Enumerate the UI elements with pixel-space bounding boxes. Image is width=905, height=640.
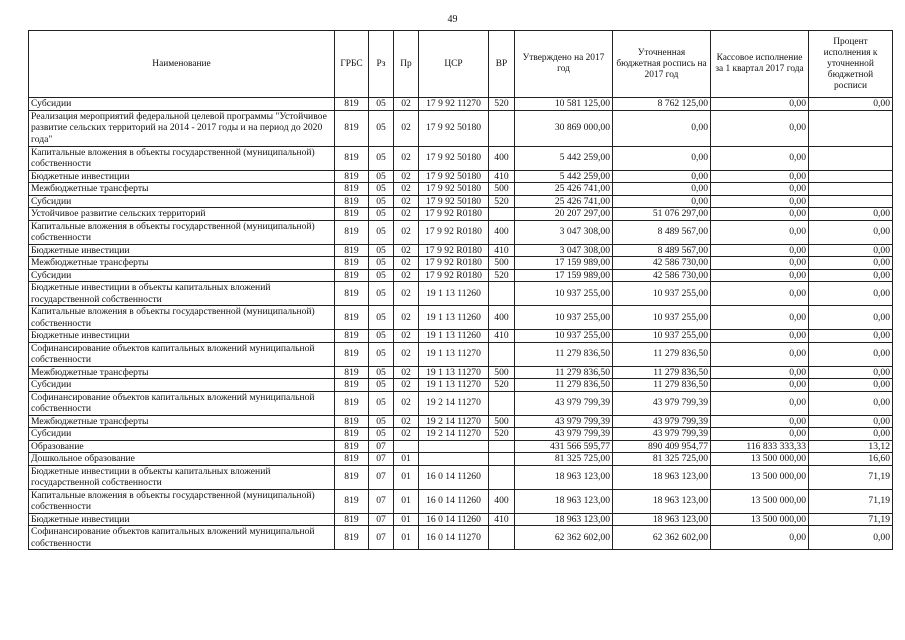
- row-csr: 17 9 92 R0180: [419, 244, 489, 257]
- row-grbs: 819: [335, 453, 369, 466]
- row-grbs: 819: [335, 282, 369, 306]
- row-rz: 07: [369, 440, 394, 453]
- row-refined: 42 586 730,00: [613, 269, 711, 282]
- row-vr: [489, 526, 515, 550]
- row-csr: 17 9 92 R0180: [419, 220, 489, 244]
- row-approved: 10 937 255,00: [515, 282, 613, 306]
- row-approved: 17 159 989,00: [515, 269, 613, 282]
- row-grbs: 819: [335, 342, 369, 366]
- header-grbs: ГРБС: [335, 31, 369, 98]
- row-cash: 0,00: [711, 342, 809, 366]
- row-percent: 0,00: [809, 415, 893, 428]
- header-rz: Рз: [369, 31, 394, 98]
- row-csr: 17 9 92 50180: [419, 146, 489, 170]
- row-pr: 02: [394, 306, 419, 330]
- row-percent: 0,00: [809, 208, 893, 221]
- row-csr: 19 1 13 11260: [419, 306, 489, 330]
- row-approved: 5 442 259,00: [515, 170, 613, 183]
- row-cash: 0,00: [711, 269, 809, 282]
- row-cash: 0,00: [711, 282, 809, 306]
- table-row: [29, 391, 893, 415]
- row-grbs: 819: [335, 208, 369, 221]
- table-row: [29, 244, 893, 257]
- row-percent: 13,12: [809, 440, 893, 453]
- row-grbs: 819: [335, 110, 369, 146]
- row-csr: 17 9 92 50180: [419, 170, 489, 183]
- row-name: Межбюджетные трансферты: [29, 257, 335, 270]
- row-pr: 02: [394, 220, 419, 244]
- row-rz: 05: [369, 391, 394, 415]
- row-grbs: 819: [335, 330, 369, 343]
- table-row: [29, 526, 893, 550]
- row-grbs: 819: [335, 489, 369, 513]
- row-approved: 3 047 308,00: [515, 244, 613, 257]
- row-approved: 62 362 602,00: [515, 526, 613, 550]
- row-rz: 05: [369, 306, 394, 330]
- row-vr: 410: [489, 170, 515, 183]
- row-refined: 18 963 123,00: [613, 465, 711, 489]
- row-approved: 431 566 595,77: [515, 440, 613, 453]
- row-pr: 02: [394, 282, 419, 306]
- row-name: Субсидии: [29, 269, 335, 282]
- table-header-row: [29, 31, 893, 98]
- table-row: [29, 306, 893, 330]
- row-cash: 0,00: [711, 306, 809, 330]
- row-name: Бюджетные инвестиции в объекты капитальных вложений государственной собственности: [29, 465, 335, 489]
- row-grbs: 819: [335, 146, 369, 170]
- row-cash: 0,00: [711, 183, 809, 196]
- row-grbs: 819: [335, 257, 369, 270]
- row-csr: 19 1 13 11270: [419, 342, 489, 366]
- row-grbs: 819: [335, 195, 369, 208]
- row-name: Бюджетные инвестиции: [29, 513, 335, 526]
- row-rz: 05: [369, 208, 394, 221]
- row-pr: 02: [394, 257, 419, 270]
- row-rz: 05: [369, 195, 394, 208]
- row-csr: [419, 453, 489, 466]
- row-rz: 05: [369, 257, 394, 270]
- row-approved: 10 581 125,00: [515, 98, 613, 111]
- row-rz: 05: [369, 170, 394, 183]
- row-grbs: 819: [335, 269, 369, 282]
- row-csr: 17 9 92 R0180: [419, 269, 489, 282]
- header-pr: Пр: [394, 31, 419, 98]
- row-vr: [489, 342, 515, 366]
- row-pr: 02: [394, 428, 419, 441]
- row-rz: 05: [369, 110, 394, 146]
- row-refined: 51 076 297,00: [613, 208, 711, 221]
- row-csr: 16 0 14 11260: [419, 513, 489, 526]
- row-approved: 43 979 799,39: [515, 415, 613, 428]
- table-row: [29, 208, 893, 221]
- table-row: [29, 366, 893, 379]
- row-vr: [489, 465, 515, 489]
- table-row: [29, 98, 893, 111]
- row-pr: 02: [394, 170, 419, 183]
- row-pr: 02: [394, 208, 419, 221]
- row-approved: 10 937 255,00: [515, 330, 613, 343]
- row-cash: 0,00: [711, 379, 809, 392]
- row-pr: 02: [394, 330, 419, 343]
- row-name: Реализация мероприятий федеральной целевой программы "Устойчивое развитие сельских территорий на 2014 - 2017 годы и на период до 2020 года": [29, 110, 335, 146]
- row-csr: 16 0 14 11270: [419, 526, 489, 550]
- row-pr: 02: [394, 415, 419, 428]
- row-percent: [809, 170, 893, 183]
- row-name: Софинансирование объектов капитальных вложений муниципальной собственности: [29, 391, 335, 415]
- row-cash: 0,00: [711, 208, 809, 221]
- row-cash: 0,00: [711, 110, 809, 146]
- row-vr: 400: [489, 146, 515, 170]
- row-name: Бюджетные инвестиции: [29, 170, 335, 183]
- header-approved: Утверждено на 2017 год: [515, 31, 613, 98]
- row-refined: 0,00: [613, 170, 711, 183]
- row-name: Бюджетные инвестиции: [29, 244, 335, 257]
- row-rz: 05: [369, 379, 394, 392]
- row-cash: 0,00: [711, 366, 809, 379]
- row-approved: 43 979 799,39: [515, 428, 613, 441]
- row-pr: [394, 440, 419, 453]
- row-vr: [489, 208, 515, 221]
- row-grbs: 819: [335, 379, 369, 392]
- row-percent: [809, 110, 893, 146]
- row-csr: 17 9 92 11270: [419, 98, 489, 111]
- row-rz: 05: [369, 183, 394, 196]
- row-percent: 71,19: [809, 489, 893, 513]
- row-pr: 02: [394, 146, 419, 170]
- row-vr: 520: [489, 379, 515, 392]
- row-approved: 18 963 123,00: [515, 513, 613, 526]
- row-vr: 500: [489, 366, 515, 379]
- row-cash: 0,00: [711, 170, 809, 183]
- row-name: Дошкольное образование: [29, 453, 335, 466]
- row-cash: 0,00: [711, 244, 809, 257]
- table-row: [29, 465, 893, 489]
- row-approved: 20 207 297,00: [515, 208, 613, 221]
- row-percent: 16,60: [809, 453, 893, 466]
- row-approved: 25 426 741,00: [515, 183, 613, 196]
- row-percent: 0,00: [809, 379, 893, 392]
- row-grbs: 819: [335, 415, 369, 428]
- row-refined: 0,00: [613, 146, 711, 170]
- row-approved: 11 279 836,50: [515, 342, 613, 366]
- row-approved: 11 279 836,50: [515, 366, 613, 379]
- row-name: Межбюджетные трансферты: [29, 366, 335, 379]
- row-pr: 01: [394, 453, 419, 466]
- row-refined: 8 489 567,00: [613, 220, 711, 244]
- row-rz: 07: [369, 453, 394, 466]
- row-name: Капитальные вложения в объекты государственной (муниципальной) собственности: [29, 489, 335, 513]
- row-pr: 02: [394, 195, 419, 208]
- row-rz: 05: [369, 269, 394, 282]
- row-refined: 0,00: [613, 110, 711, 146]
- table-row: [29, 146, 893, 170]
- row-percent: 71,19: [809, 465, 893, 489]
- row-rz: 05: [369, 342, 394, 366]
- table-row: [29, 170, 893, 183]
- row-csr: 19 1 13 11260: [419, 282, 489, 306]
- row-name: Субсидии: [29, 98, 335, 111]
- table-row: [29, 513, 893, 526]
- row-approved: 18 963 123,00: [515, 465, 613, 489]
- row-csr: 19 1 13 11270: [419, 379, 489, 392]
- row-refined: 18 963 123,00: [613, 513, 711, 526]
- row-percent: [809, 146, 893, 170]
- row-pr: 01: [394, 465, 419, 489]
- table-row: [29, 415, 893, 428]
- row-approved: 81 325 725,00: [515, 453, 613, 466]
- row-cash: 13 500 000,00: [711, 453, 809, 466]
- row-refined: 43 979 799,39: [613, 415, 711, 428]
- header-percent: Процент исполнения к уточненной бюджетной росписи: [809, 31, 893, 98]
- row-csr: 17 9 92 R0180: [419, 208, 489, 221]
- row-name: Софинансирование объектов капитальных вложений муниципальной собственности: [29, 526, 335, 550]
- row-rz: 05: [369, 282, 394, 306]
- row-refined: 11 279 836,50: [613, 342, 711, 366]
- row-name: Субсидии: [29, 428, 335, 441]
- row-rz: 05: [369, 98, 394, 111]
- row-vr: 520: [489, 269, 515, 282]
- row-rz: 05: [369, 146, 394, 170]
- row-approved: 43 979 799,39: [515, 391, 613, 415]
- table-row: [29, 220, 893, 244]
- row-grbs: 819: [335, 465, 369, 489]
- row-percent: 0,00: [809, 391, 893, 415]
- row-name: Капитальные вложения в объекты государственной (муниципальной) собственности: [29, 146, 335, 170]
- row-refined: 890 409 954,77: [613, 440, 711, 453]
- table-row: [29, 195, 893, 208]
- row-rz: 05: [369, 366, 394, 379]
- row-pr: 01: [394, 489, 419, 513]
- row-grbs: 819: [335, 183, 369, 196]
- row-cash: 13 500 000,00: [711, 489, 809, 513]
- row-csr: 17 9 92 50180: [419, 110, 489, 146]
- row-cash: 0,00: [711, 526, 809, 550]
- row-vr: [489, 440, 515, 453]
- row-refined: 0,00: [613, 183, 711, 196]
- row-pr: 02: [394, 391, 419, 415]
- row-name: Бюджетные инвестиции: [29, 330, 335, 343]
- row-approved: 30 869 000,00: [515, 110, 613, 146]
- row-percent: 0,00: [809, 282, 893, 306]
- row-approved: 17 159 989,00: [515, 257, 613, 270]
- row-name: Капитальные вложения в объекты государственной (муниципальной) собственности: [29, 220, 335, 244]
- row-csr: 17 9 92 50180: [419, 195, 489, 208]
- row-refined: 18 963 123,00: [613, 489, 711, 513]
- table-row: [29, 453, 893, 466]
- row-csr: 19 1 13 11270: [419, 366, 489, 379]
- table-row: [29, 379, 893, 392]
- header-csr: ЦСР: [419, 31, 489, 98]
- table-row: [29, 489, 893, 513]
- row-rz: 05: [369, 415, 394, 428]
- row-csr: 16 0 14 11260: [419, 465, 489, 489]
- row-rz: 07: [369, 513, 394, 526]
- row-csr: 19 1 13 11260: [419, 330, 489, 343]
- row-pr: 02: [394, 269, 419, 282]
- table-row: [29, 282, 893, 306]
- row-name: Софинансирование объектов капитальных вложений муниципальной собственности: [29, 342, 335, 366]
- row-vr: 410: [489, 244, 515, 257]
- row-name: Субсидии: [29, 379, 335, 392]
- row-pr: 02: [394, 98, 419, 111]
- row-cash: 0,00: [711, 428, 809, 441]
- table-row: [29, 183, 893, 196]
- row-vr: 410: [489, 513, 515, 526]
- row-grbs: 819: [335, 244, 369, 257]
- row-vr: 500: [489, 415, 515, 428]
- row-grbs: 819: [335, 366, 369, 379]
- row-pr: 01: [394, 513, 419, 526]
- row-rz: 05: [369, 330, 394, 343]
- row-vr: [489, 110, 515, 146]
- row-pr: 02: [394, 379, 419, 392]
- row-name: Образование: [29, 440, 335, 453]
- row-vr: 520: [489, 428, 515, 441]
- row-pr: 02: [394, 110, 419, 146]
- row-csr: 16 0 14 11260: [419, 489, 489, 513]
- row-vr: 520: [489, 98, 515, 111]
- row-grbs: 819: [335, 526, 369, 550]
- row-refined: 0,00: [613, 195, 711, 208]
- row-approved: 11 279 836,50: [515, 379, 613, 392]
- row-cash: 0,00: [711, 195, 809, 208]
- table-row: [29, 440, 893, 453]
- row-grbs: 819: [335, 170, 369, 183]
- row-refined: 43 979 799,39: [613, 428, 711, 441]
- row-rz: 07: [369, 526, 394, 550]
- row-percent: 71,19: [809, 513, 893, 526]
- row-vr: 520: [489, 195, 515, 208]
- row-vr: 500: [489, 257, 515, 270]
- row-percent: 0,00: [809, 269, 893, 282]
- table-row: [29, 428, 893, 441]
- row-csr: 19 2 14 11270: [419, 428, 489, 441]
- row-csr: [419, 440, 489, 453]
- row-name: Субсидии: [29, 195, 335, 208]
- header-refined: Уточненная бюджетная роспись на 2017 год: [613, 31, 711, 98]
- row-refined: 10 937 255,00: [613, 330, 711, 343]
- header-cash: Кассовое исполнение за 1 квартал 2017 года: [711, 31, 809, 98]
- row-pr: 02: [394, 366, 419, 379]
- row-cash: 0,00: [711, 415, 809, 428]
- row-pr: 01: [394, 526, 419, 550]
- row-grbs: 819: [335, 391, 369, 415]
- table-row: [29, 269, 893, 282]
- row-grbs: 819: [335, 513, 369, 526]
- row-csr: 19 2 14 11270: [419, 391, 489, 415]
- budget-table: [28, 30, 893, 550]
- row-vr: [489, 453, 515, 466]
- row-pr: 02: [394, 183, 419, 196]
- row-cash: 13 500 000,00: [711, 465, 809, 489]
- row-csr: 17 9 92 R0180: [419, 257, 489, 270]
- row-pr: 02: [394, 244, 419, 257]
- header-vr: ВР: [489, 31, 515, 98]
- row-cash: 0,00: [711, 330, 809, 343]
- row-percent: 0,00: [809, 366, 893, 379]
- row-vr: 400: [489, 220, 515, 244]
- row-refined: 11 279 836,50: [613, 379, 711, 392]
- row-refined: 10 937 255,00: [613, 282, 711, 306]
- row-grbs: 819: [335, 306, 369, 330]
- row-cash: 0,00: [711, 257, 809, 270]
- row-vr: 500: [489, 183, 515, 196]
- row-vr: [489, 391, 515, 415]
- row-percent: 0,00: [809, 244, 893, 257]
- row-name: Бюджетные инвестиции в объекты капитальных вложений государственной собственности: [29, 282, 335, 306]
- row-percent: 0,00: [809, 98, 893, 111]
- row-cash: 0,00: [711, 391, 809, 415]
- table-row: [29, 257, 893, 270]
- row-refined: 81 325 725,00: [613, 453, 711, 466]
- row-grbs: 819: [335, 98, 369, 111]
- row-percent: 0,00: [809, 526, 893, 550]
- row-vr: 400: [489, 306, 515, 330]
- row-vr: 400: [489, 489, 515, 513]
- row-percent: [809, 195, 893, 208]
- row-pr: 02: [394, 342, 419, 366]
- row-rz: 07: [369, 489, 394, 513]
- table-row: [29, 330, 893, 343]
- row-refined: 8 762 125,00: [613, 98, 711, 111]
- row-name: Устойчивое развитие сельских территорий: [29, 208, 335, 221]
- row-rz: 05: [369, 244, 394, 257]
- row-approved: 18 963 123,00: [515, 489, 613, 513]
- row-grbs: 819: [335, 428, 369, 441]
- row-name: Межбюджетные трансферты: [29, 415, 335, 428]
- row-refined: 10 937 255,00: [613, 306, 711, 330]
- row-name: Межбюджетные трансферты: [29, 183, 335, 196]
- row-grbs: 819: [335, 440, 369, 453]
- page-number: 49: [447, 14, 458, 25]
- row-refined: 62 362 602,00: [613, 526, 711, 550]
- table-row: [29, 342, 893, 366]
- row-percent: 0,00: [809, 428, 893, 441]
- row-vr: [489, 282, 515, 306]
- row-cash: 0,00: [711, 220, 809, 244]
- row-approved: 10 937 255,00: [515, 306, 613, 330]
- row-percent: [809, 183, 893, 196]
- row-refined: 11 279 836,50: [613, 366, 711, 379]
- row-approved: 5 442 259,00: [515, 146, 613, 170]
- row-csr: 19 2 14 11270: [419, 415, 489, 428]
- row-cash: 116 833 333,33: [711, 440, 809, 453]
- row-percent: 0,00: [809, 220, 893, 244]
- row-name: Капитальные вложения в объекты государственной (муниципальной) собственности: [29, 306, 335, 330]
- row-cash: 0,00: [711, 146, 809, 170]
- row-rz: 05: [369, 220, 394, 244]
- row-refined: 43 979 799,39: [613, 391, 711, 415]
- row-grbs: 819: [335, 220, 369, 244]
- header-name: Наименование: [29, 31, 335, 98]
- row-percent: 0,00: [809, 330, 893, 343]
- row-vr: 410: [489, 330, 515, 343]
- row-percent: 0,00: [809, 257, 893, 270]
- row-csr: 17 9 92 50180: [419, 183, 489, 196]
- row-percent: 0,00: [809, 306, 893, 330]
- row-approved: 3 047 308,00: [515, 220, 613, 244]
- row-refined: 42 586 730,00: [613, 257, 711, 270]
- row-refined: 8 489 567,00: [613, 244, 711, 257]
- row-approved: 25 426 741,00: [515, 195, 613, 208]
- row-cash: 0,00: [711, 98, 809, 111]
- row-rz: 05: [369, 428, 394, 441]
- table-row: [29, 110, 893, 146]
- row-rz: 07: [369, 465, 394, 489]
- row-percent: 0,00: [809, 342, 893, 366]
- row-cash: 13 500 000,00: [711, 513, 809, 526]
